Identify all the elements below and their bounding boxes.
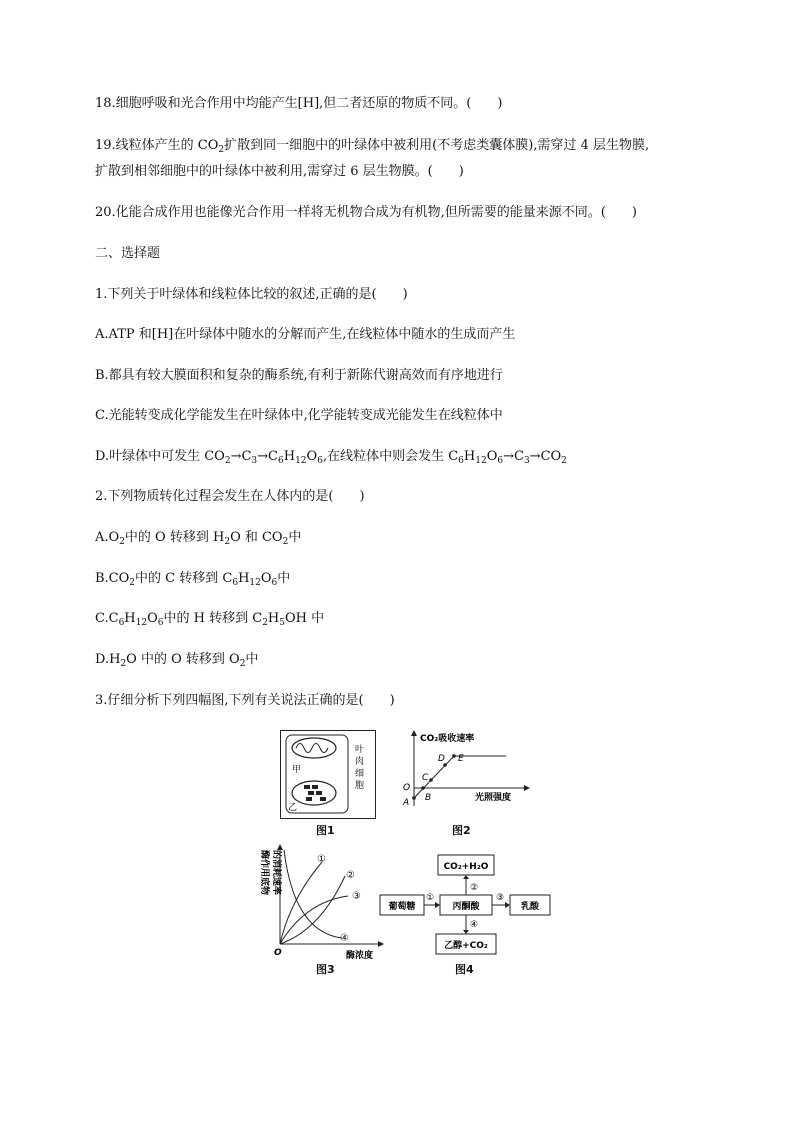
label-yi: 乙 (288, 803, 298, 813)
side-label-1: 叶 (355, 745, 365, 755)
q1-option-a: A.ATP 和[H]在叶绿体中随水的分解而产生,在线粒体中随水的生成而产生 (95, 327, 516, 342)
fig3-curve-3: ③ (352, 891, 361, 902)
figure-1 (280, 730, 380, 820)
fig3-xlabel: 酶浓度 (346, 951, 374, 960)
fig4-bottom: 乙醇+CO₂ (444, 941, 488, 951)
fig3-ylabel-1: 酶作用底物 (259, 850, 269, 896)
fig4-step-4: ④ (470, 920, 479, 930)
fig4-glucose: 葡萄糖 (388, 902, 416, 912)
fig4-step-1: ① (426, 893, 435, 903)
q1-option-d: D.叶绿体中可发生 $CO_2\to C_3\to C_6H_{12}O_6$,在线粒体中则会发生 $C_6H_{12}O_6\to C_3\to CO_2$ (95, 449, 567, 466)
fig2-ylabel: CO₂吸收速率 (420, 734, 475, 744)
q2-option-d: $D.H_2O$ 中的 O 转移到 $O_2$中 (95, 652, 259, 669)
side-label-4: 胞 (355, 781, 365, 791)
fig4-lactate: 乳酸 (520, 902, 540, 912)
fig2-point-c: C (422, 773, 429, 783)
q1-option-c: C.光能转变成化学能发生在叶绿体中,化学能转变成光能发生在线粒体中 (95, 408, 503, 423)
fig3-curve-4: ④ (340, 933, 349, 944)
fig2-point-o: O (403, 783, 411, 793)
item-20: 20.化能合成作用也能像光合作用一样将无机物合成为有机物,但所需要的能量来源不同。( ) (95, 205, 637, 220)
fig3-ylabel-2: 的消耗速率 (271, 850, 281, 896)
q1-option-b: B.都具有较大膜面积和复杂的酶系统,有利于新陈代谢高效而有序地进行 (95, 368, 503, 383)
q3-stem: 3.仔细分析下列四幅图,下列有关说法正确的是( ) (95, 693, 395, 708)
fig2-point-e: E (458, 754, 464, 764)
fig2-point-a: A (403, 798, 410, 808)
fig4-step-2: ② (470, 883, 479, 893)
fig4-top: CO₂+H₂O (443, 862, 489, 872)
q1-stem: 1.下列关于叶绿体和线粒体比较的叙述,正确的是( ) (95, 287, 408, 302)
item-19-line1: 19.线粒体产生的 $CO_2$扩散到同一细胞中的叶绿体中被利用(不考虑类囊体膜),需穿过 4 层生物膜, (95, 138, 650, 155)
figure-3-caption: 图3 (316, 963, 335, 976)
fig2-point-d: D (438, 754, 445, 764)
side-label-3: 细 (355, 769, 365, 779)
side-label-2: 肉 (355, 757, 365, 767)
q2-option-a: $A.O_2$中的 O 转移到 $H_2O$ 和 $CO_2$中 (95, 530, 302, 547)
item-18: 18.细胞呼吸和光合作用中均能产生[H],但二者还原的物质不同。( ) (95, 96, 503, 111)
fig3-curve-1: ① (317, 854, 326, 865)
q2-option-b: $B.CO_2$中的 C 转移到 $C_6H_{12}O_6$中 (95, 571, 291, 588)
figure-4-caption: 图4 (455, 963, 474, 976)
q2-stem: 2.下列物质转化过程会发生在人体内的是( ) (95, 489, 365, 504)
figure-4 (378, 852, 558, 957)
fig3-curve-2: ② (346, 870, 355, 881)
figure-2 (398, 728, 538, 823)
section-heading: 二、选择题 (95, 246, 161, 261)
figure-1-caption: 图1 (316, 824, 335, 837)
fig4-step-3: ③ (496, 893, 505, 903)
label-jia: 甲 (292, 765, 302, 775)
figure-3 (250, 840, 390, 960)
mitochondrion-shape (292, 738, 336, 758)
q2-option-c: $C.C_6H_{12}O_6$中的 H 转移到 $C_2H_5OH$ 中 (95, 611, 325, 628)
fig2-xlabel: 光照强度 (475, 793, 512, 803)
item-19-line2: 扩散到相邻细胞中的叶绿体中被利用,需穿过 6 层生物膜。( ) (95, 164, 464, 179)
figure-2-caption: 图2 (452, 824, 471, 837)
fig4-pyruvate: 丙酮酸 (452, 902, 480, 912)
fig2-point-b: B (425, 793, 432, 803)
fig3-origin: O (274, 948, 282, 958)
